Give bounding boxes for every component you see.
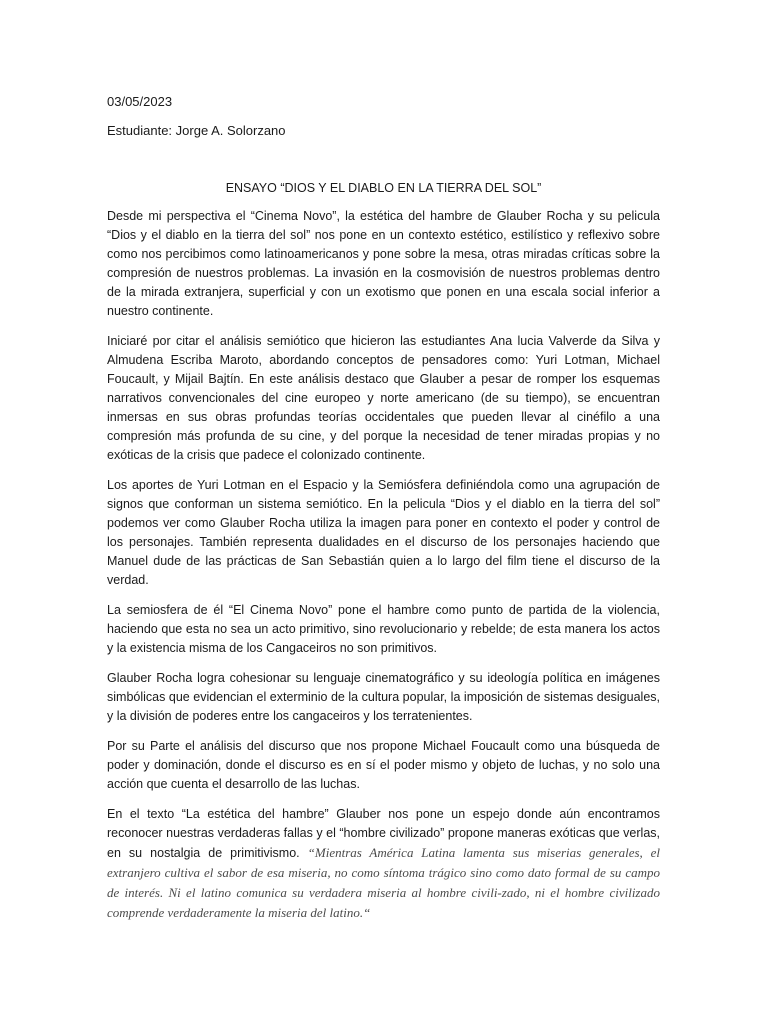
paragraph-6: Por su Parte el análisis del discurso que nos propone Michael Foucault como una búsqueda de poder y dominación, donde el discurso es en sí el poder mismo y objeto de luchas, y no solo una acción que cuenta el desarrollo de las luchas.: [107, 739, 660, 791]
student-name: Estudiante: Jorge A. Solorzano: [107, 123, 286, 138]
glauber-quote: “Mientras América Latina lamenta sus miserias generales, el extranjero cultiva el sabor de esa miseria, no como síntoma trágico sino como dato formal de su campo de interés. Ni el latino comunica su verdadera miseria al hombre civili-zado, ni el hombre civilizado comprende verdaderamente la miseria del latino.“: [107, 845, 660, 920]
paragraph-7: [107, 805, 660, 923]
paragraph-4: La semiosfera de él “El Cinema Novo” pone el hambre como punto de partida de la violencia, haciendo que esta no sea un acto primitivo, sino revolucionario y rebelde; de esta manera los actos y la existencia misma de los Cangaceiros no son primitivos.: [107, 603, 660, 655]
paragraph-2: Iniciaré por citar el análisis semiótico que hicieron las estudiantes Ana lucia Valverde da Silva y Almudena Escriba Maroto, abordando conceptos de pensadores como: Yuri Lotman, Michael Foucault, y Mijail Bajtín. En este análisis destaco que Glauber a pesar de romper los esquemas narrativos convencionales del cine europeo y norte americano (de su tiempo), se encuentran inmersas en sus obras profundas teorías occidentales que pueden llevar al cinéfilo a una compresión más profunda de su cine, y del porque la necesidad de tener miradas propias y no exóticas de la crisis que padece el colonizado continente.: [107, 334, 660, 462]
paragraph-1: Desde mi perspectiva el “Cinema Novo”, la estética del hambre de Glauber Rocha y su pelicula “Dios y el diablo en la tierra del sol” nos pone en un contexto estético, estilístico y reflexivo sobre como nos percibimos como latinoamericanos y pone sobre la mesa, otras miradas críticas sobre la compresión de nuestros problemas. La invasión en la cosmovisión de nuestros problemas dentro de la mirada extranjera, superficial y con un exotismo que ponen en una escala social inferior a nuestro continente.: [107, 209, 660, 318]
paragraph-5: Glauber Rocha logra cohesionar su lenguaje cinematográfico y su ideología política en imágenes simbólicas que evidencian el exterminio de la cultura popular, la imposición de sistemas desiguales, y la división de poderes entre los cangaceiros y los terratenientes.: [107, 671, 660, 723]
paragraph-3: Los aportes de Yuri Lotman en el Espacio y la Semiósfera definiéndola como una agrupación de signos que conforman un sistema semiótico. En la pelicula “Dios y el diablo en la tierra del sol” podemos ver como Glauber Rocha utiliza la imagen para poner en contexto el poder y control de los personajes. También representa dualidades en el discurso de los personajes haciendo que Manuel dude de las prácticas de San Sebastián quien a lo largo del film tiene el discurso de la verdad.: [107, 478, 660, 587]
document-date: 03/05/2023: [107, 94, 173, 109]
essay-body: [107, 207, 660, 934]
essay-title: ENSAYO “DIOS Y EL DIABLO EN LA TIERRA DEL SOL”: [225, 181, 542, 195]
paragraph-7-text: En el texto “La estética del hambre” Glauber nos pone un espejo donde aún encontramos reconocer nuestras verdaderas fallas y el “hombre civilizado” propone maneras exóticas que verlas, en su nostalgia de primitivismo.: [107, 807, 660, 860]
